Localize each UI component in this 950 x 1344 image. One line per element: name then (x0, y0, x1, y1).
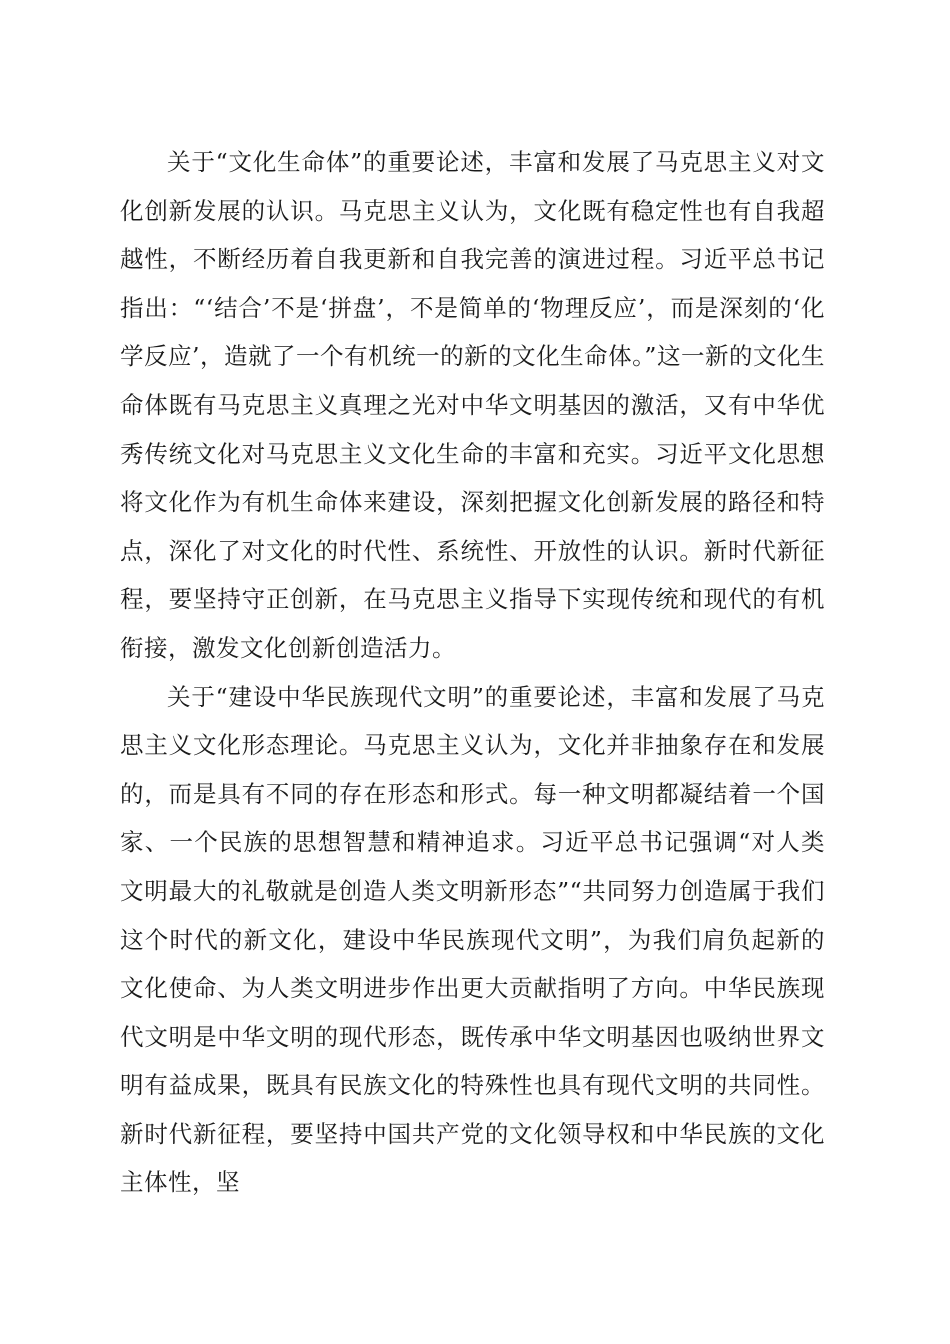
body-text (120, 138, 825, 1207)
paragraph-cultural-life-body: 关于“文化生命体”的重要论述，丰富和发展了马克思主义对文化创新发展的认识。马克思主义认为，文化既有稳定性也有自我超越性，不断经历着自我更新和自我完善的演进过程。习近平总书记指出：“‘结合’不是‘拼盘’，不是简单的‘物理反应’，而是深刻的‘化学反应’，造就了一个有机统一的新的文化生命体。”这一新的文化生命体既有马克思主义真理之光对中华文明基因的激活，又有中华优秀传统文化对马克思主义文化生命的丰富和充实。习近平文化思想将文化作为有机生命体来建设，深刻把握文化创新发展的路径和特点，深化了对文化的时代性、系统性、开放性的认识。新时代新征程，要坚持守正创新，在马克思主义指导下实现传统和现代的有机衔接，激发文化创新创造活力。 (120, 148, 825, 662)
paragraph-modern-civilization: 关于“建设中华民族现代文明”的重要论述，丰富和发展了马克思主义文化形态理论。马克思主义认为，文化并非抽象存在和发展的，而是具有不同的存在形态和形式。每一种文明都凝结着一个国家、一个民族的思想智慧和精神追求。习近平总书记强调“对人类文明最大的礼敬就是创造人类文明新形态”“共同努力创造属于我们这个时代的新文化，建设中华民族现代文明”，为我们肩负起新的文化使命、为人类文明进步作出更大贡献指明了方向。中华民族现代文明是中华文明的现代形态，既传承中华文明基因也吸纳世界文明有益成果，既具有民族文化的特殊性也具有现代文明的共同性。新时代新征程，要坚持中国共产党的文化领导权和中华民族的文化主体性，坚 (120, 682, 825, 1197)
